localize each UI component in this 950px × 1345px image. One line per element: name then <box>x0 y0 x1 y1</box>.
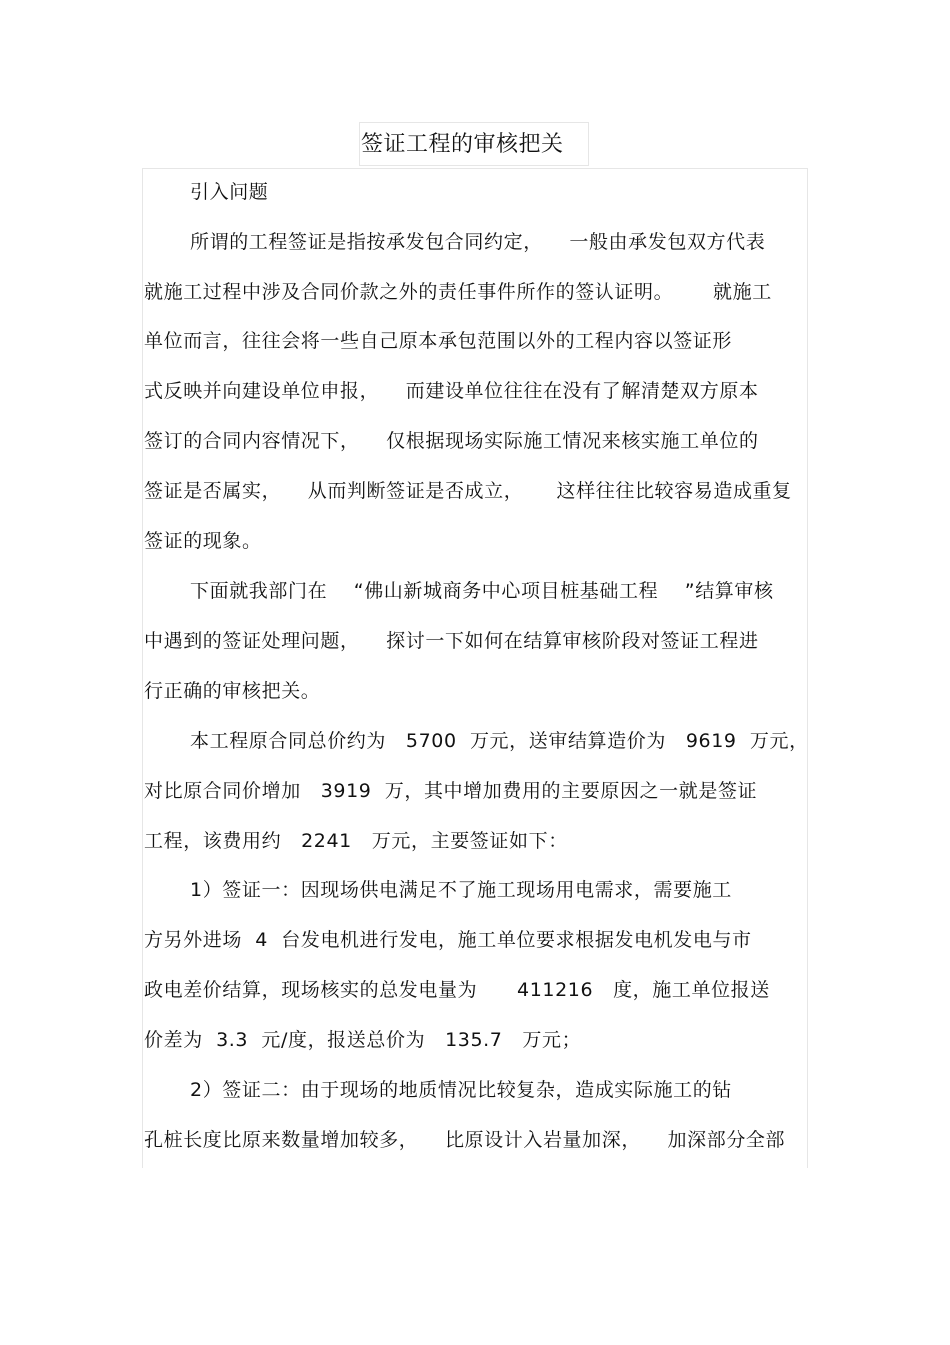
paragraph-line: 签证的现象。 <box>144 530 262 552</box>
document-title: 签证工程的审核把关 <box>361 132 564 157</box>
paragraph-line: 就施工过程中涉及合同价款之外的责任事件所作的签认证明。 就施工 <box>144 281 772 303</box>
paragraph-line: 所谓的工程签证是指按承发包合同约定， 一般由承发包双方代表 <box>190 231 766 253</box>
paragraph-line: 行正确的审核把关。 <box>144 680 321 702</box>
list-item-line: 1）签证一：因现场供电满足不了施工现场用电需求，需要施工 <box>190 879 732 901</box>
paragraph-line: 中遇到的签证处理问题， 探讨一下如何在结算审核阶段对签证工程进 <box>144 630 759 652</box>
list-item-line: 2）签证二：由于现场的地质情况比较复杂，造成实际施工的钻 <box>190 1079 732 1101</box>
list-item-line: 孔桩长度比原来数量增加较多， 比原设计入岩量加深， 加深部分全部 <box>144 1129 786 1151</box>
content-frame <box>142 168 808 1168</box>
paragraph-line: 单位而言，往往会将一些自己原本承包范围以外的工程内容以签证形 <box>144 330 733 352</box>
list-item-line: 政电差价结算，现场核实的总发电量为 411216 度，施工单位报送 <box>144 979 770 1001</box>
section-heading: 引入问题 <box>190 181 269 203</box>
paragraph-line: 签订的合同内容情况下， 仅根据现场实际施工情况来核实施工单位的 <box>144 430 759 452</box>
list-item-line: 方另外进场 4 台发电机进行发电，施工单位要求根据发电机发电与市 <box>144 929 752 951</box>
paragraph-line: 下面就我部门在 “佛山新城商务中心项目桩基础工程 ”结算审核 <box>190 580 774 602</box>
paragraph-line: 签证是否属实， 从而判断签证是否成立， 这样往往比较容易造成重复 <box>144 480 792 502</box>
paragraph-line: 本工程原合同总价约为 5700 万元，送审结算造价为 9619 万元， <box>190 730 809 752</box>
paragraph-line: 对比原合同价增加 3919 万，其中增加费用的主要原因之一就是签证 <box>144 780 758 802</box>
list-item-line: 价差为 3.3 元/度，报送总价为 135.7 万元； <box>144 1029 582 1051</box>
paragraph-line: 式反映并向建设单位申报， 而建设单位往往在没有了解清楚双方原本 <box>144 380 759 402</box>
paragraph-line: 工程，该费用约 2241 万元，主要签证如下： <box>144 830 568 852</box>
